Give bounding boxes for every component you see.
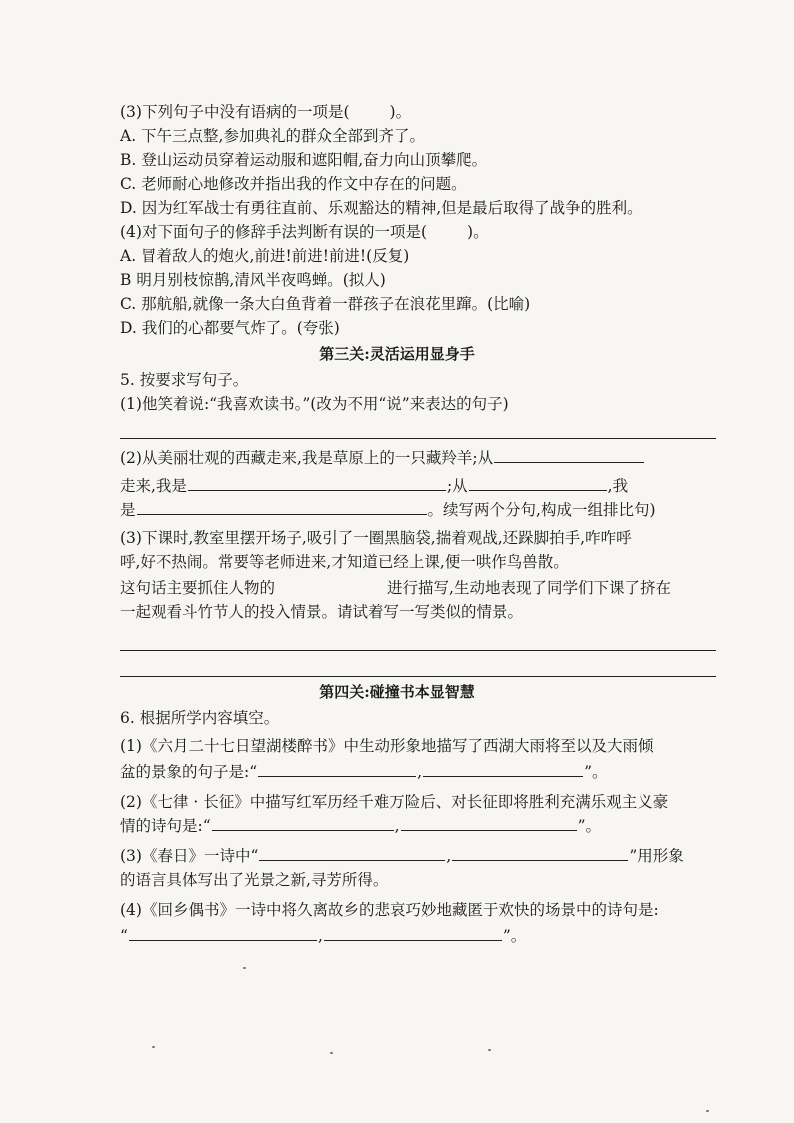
q6-stem: 6. 根据所学内容填空。 — [120, 709, 280, 727]
q5-3-line3 — [120, 576, 671, 600]
q3-option-c: C. 老师耐心地修改并指出我的作文中存在的问题。 — [120, 175, 467, 193]
q4-option-d: D. 我们的心都要气炸了。(夸张) — [120, 319, 340, 337]
scan-speck — [706, 1110, 709, 1112]
q6-4-blank-2[interactable] — [324, 924, 502, 941]
q6-2-comma: , — [394, 817, 400, 835]
q5-3-line3-text-b: 进行描写,生动地表现了同学们下课了挤在 — [387, 579, 671, 597]
q6-2-blank-1[interactable] — [212, 814, 394, 831]
q6-1-line2 — [120, 760, 608, 784]
q4-option-a: A. 冒着敌人的炮火,前进!前进!前进!(反复) — [120, 247, 410, 265]
q6-3-blank-2[interactable] — [452, 844, 628, 861]
q5-1-answer-line[interactable] — [120, 438, 716, 439]
q5-2-blank-3[interactable] — [469, 474, 607, 491]
q4-option-b: B 明月别枝惊鹊,清风半夜鸣蝉。(拟人) — [120, 271, 386, 289]
scan-speck — [243, 967, 246, 969]
q6-1-comma: , — [417, 763, 423, 781]
q6-1-line1: (1)《六月二十七日望湖楼醉书》中生动形象地描写了西湖大雨将至以及大雨倾 — [120, 737, 654, 755]
q4-stem-text: (4)对下面句子的修辞手法判断有误的一项是( — [120, 223, 428, 241]
q3-option-d: D. 因为红军战士有勇往直前、乐观豁达的精神,但是最后取得了战争的胜利。 — [120, 199, 643, 217]
q3-stem — [120, 100, 411, 124]
scan-speck — [152, 1046, 155, 1048]
q6-3-end: ”用形象 — [629, 847, 684, 865]
q4-option-c: C. 那航船,就像一条大白鱼背着一群孩子在浪花里蹿。(比喻) — [120, 295, 531, 313]
q6-3-comma: , — [446, 847, 452, 865]
q6-4-line1: (4)《回乡偶书》一诗中将久离故乡的悲哀巧妙地藏匿于欢快的场景中的诗句是: — [120, 901, 659, 919]
q5-3-line1: (3)下课时,教室里摆开场子,吸引了一圈黑脑袋,揣着观战,还跺脚拍手,咋咋呼 — [120, 529, 632, 547]
q5-3-line3-text-a: 这句话主要抓住人物的 — [120, 579, 276, 597]
q3-stem-text: (3)下列句子中没有语病的一项是( — [120, 103, 350, 121]
q6-1-line2-text: 盆的景象的句子是:“ — [120, 763, 258, 781]
q5-stem: 5. 按要求写句子。 — [120, 371, 249, 389]
q5-2-line2-text-a: 走来,我是 — [120, 477, 187, 495]
q6-3-line1-text: (3)《春日》一诗中“ — [120, 847, 259, 865]
q6-3-line2: 的语言具体写出了光景之新,寻芳所得。 — [120, 871, 389, 889]
q5-2-blank-1[interactable] — [494, 446, 644, 463]
q5-3-answer-line-1[interactable] — [120, 650, 716, 651]
q6-3-line1 — [120, 844, 684, 868]
q6-1-blank-2[interactable] — [423, 760, 583, 777]
q6-1-end: ”。 — [584, 763, 608, 781]
section3-heading: 第三关:灵活运用显身手 — [319, 345, 475, 363]
q6-2-blank-2[interactable] — [401, 814, 577, 831]
q6-2-line2 — [120, 814, 601, 838]
q5-2-line1 — [120, 446, 645, 470]
q5-2-blank-4[interactable] — [137, 498, 427, 515]
q5-3-answer-line-2[interactable] — [120, 676, 716, 677]
q6-4-comma: , — [317, 927, 323, 945]
q4-stem — [120, 220, 489, 244]
q5-2-blank-2[interactable] — [188, 474, 446, 491]
q3-stem-end: )。 — [389, 103, 412, 121]
q5-2-line3 — [120, 498, 656, 522]
q5-3-line4: 一起观看斗竹节人的投入情景。请试着写一写类似的情景。 — [120, 603, 524, 621]
q5-2-line2-text-b: ;从 — [446, 477, 468, 495]
q6-4-end: ”。 — [502, 927, 527, 945]
q5-2-line3-text-a: 是 — [120, 501, 136, 519]
q5-2-line2-text-c: ,我 — [607, 477, 629, 495]
q6-3-blank-1[interactable] — [259, 844, 445, 861]
q6-1-blank-1[interactable] — [258, 760, 416, 777]
q5-2-line1-text: (2)从美丽壮观的西藏走来,我是草原上的一只藏羚羊;从 — [120, 449, 494, 467]
q6-2-end: ”。 — [577, 817, 602, 835]
q6-4-open-quote: “ — [120, 927, 128, 945]
q6-2-line1: (2)《七律 · 长征》中描写红军历经千难万险后、对长征即将胜利充满乐观主义豪 — [120, 793, 669, 811]
q3-option-b: B. 登山运动员穿着运动服和遮阳帽,奋力向山顶攀爬。 — [120, 151, 488, 169]
scan-speck — [488, 1049, 491, 1051]
q5-1-prompt: (1)他笑着说:“我喜欢读书。”(改为不用“说”来表达的句子) — [120, 395, 509, 413]
q3-option-a: A. 下午三点整,参加典礼的群众全部到齐了。 — [120, 127, 425, 145]
q6-2-line2-text: 情的诗句是:“ — [120, 817, 211, 835]
scan-speck — [330, 1052, 333, 1054]
q5-3-line2: 呼,好不热闹。常要等老师进来,才知道已经上课,便一哄作鸟兽散。 — [120, 553, 569, 571]
q4-stem-end: )。 — [467, 223, 489, 241]
q5-2-line2 — [120, 474, 628, 498]
section4-heading: 第四关:碰撞书本显智慧 — [319, 683, 475, 701]
q6-4-blank-1[interactable] — [129, 924, 317, 941]
q5-2-line3-text-b: 。续写两个分句,构成一组排比句) — [427, 501, 656, 519]
q6-4-line2 — [120, 924, 526, 948]
